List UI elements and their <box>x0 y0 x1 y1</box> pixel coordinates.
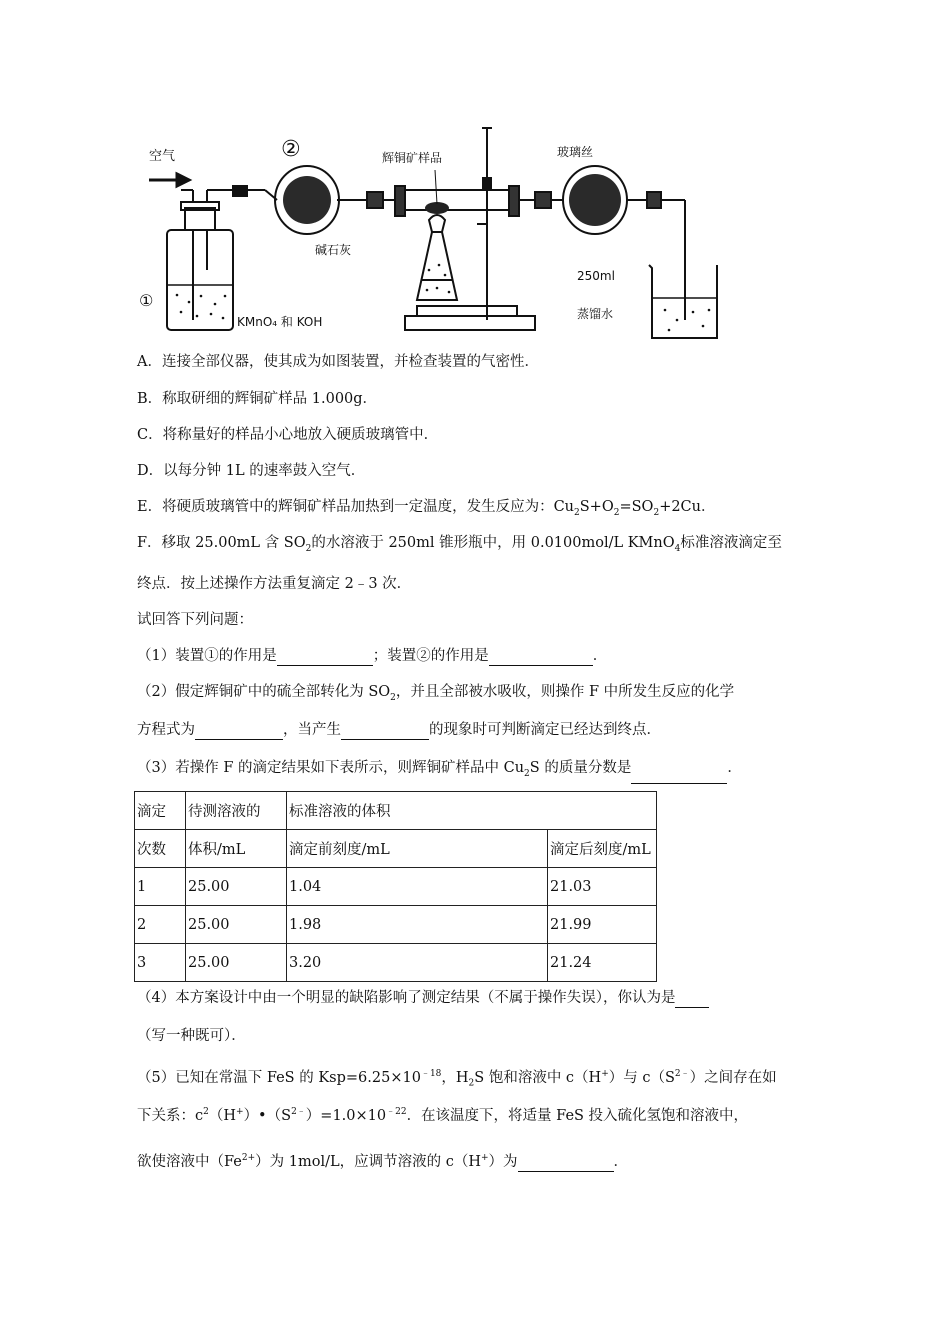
bottle-liquid <box>176 294 227 320</box>
air-arrow <box>149 174 189 186</box>
question-3: （3）若操作 F 的滴定结果如下表所示，则辉铜矿样品中 $Cu_2S$ 的质量分数是 ． <box>137 758 742 784</box>
lamp-hatching <box>426 264 451 294</box>
question-1: （1）装置①的作用是 ；装置②的作用是 ． <box>137 648 608 664</box>
header-times-2: 次数 <box>135 830 186 868</box>
soda-lime-label: 碱石灰 <box>315 243 352 257</box>
header-after: 滴定后刻度/mL <box>548 830 657 868</box>
question-2-line2: 方程式为 ，当产生 的现象时可判断滴定已经达到终点． <box>137 722 661 738</box>
answer-blank[interactable] <box>631 767 727 784</box>
step-b: B．称取研细的辉铜矿样品 1.000g． <box>137 391 378 407</box>
answer-blank[interactable] <box>341 723 429 740</box>
glass-tube <box>383 186 551 216</box>
reagent-label: KMnO₄ 和 KOH <box>237 315 323 329</box>
washing-bottle <box>167 190 249 330</box>
table-row: 2 25.00 1.98 21.99 <box>135 906 657 944</box>
glass-wool-label: 玻璃丝 <box>557 145 594 159</box>
step-e: E．将硬质玻璃管中的辉铜矿样品加热到一定温度，发生反应为：$Cu_2S+O_2=SO_2+2Cu$． <box>137 499 716 518</box>
table-row: 1 25.00 1.04 21.03 <box>135 868 657 906</box>
volume-label: 250ml <box>577 269 615 283</box>
titration-table <box>134 791 657 982</box>
glass-wool-fill <box>569 174 621 226</box>
header-standard: 标准溶液的体积 <box>287 792 657 830</box>
question-4-line2: （写一种既可）． <box>137 1028 246 1044</box>
answer-blank[interactable] <box>489 649 593 666</box>
questions-intro: 试回答下列问题： <box>137 612 253 628</box>
header-before: 滴定前刻度/mL <box>287 830 548 868</box>
question-5-line3: 欲使溶液中$(Fe^{2+})$为 1mol/L，应调节溶液的 c（H+）为 ． <box>137 1153 629 1170</box>
question-5-line2: 下关系：$c^2(H^+)•(S^{2﹣})=1.0\times 10^{﹣22}$．在该温度下，将适量 FeS 投入硫化氢饱和溶液中， <box>137 1107 749 1124</box>
answer-blank[interactable] <box>675 991 709 1008</box>
circle-1-label: ① <box>139 291 154 310</box>
step-f-line2: 终点．按上述操作方法重复滴定 2﹣3 次． <box>137 576 412 592</box>
sample-label: 辉铜矿样品 <box>382 151 443 165</box>
header-volume-2: 体积/mL <box>186 830 287 868</box>
question-2: （2）假定辉铜矿中的硫全部转化为 $SO_2$，并且全部被水吸收，则操作 F 中所发生反应的化学 <box>137 684 735 703</box>
beaker-water <box>664 309 711 332</box>
step-d: D．以每分钟 1L 的速率鼓入空气． <box>137 463 366 479</box>
step-c: C．将称量好的样品小心地放入硬质玻璃管中． <box>137 427 439 443</box>
beaker <box>649 265 717 338</box>
air-label: 空气 <box>149 149 176 164</box>
answer-blank[interactable] <box>195 723 283 740</box>
water-label: 蒸馏水 <box>577 307 614 321</box>
header-volume: 待测溶液的 <box>186 792 287 830</box>
question-5: （5）已知在常温下 FeS 的 $Ksp=6.25\times 10^{﹣18}$，$H_2S$ 饱和溶液中 c（H+）与 $c(S^{2﹣})$之间存在如 <box>137 1069 777 1089</box>
answer-blank[interactable] <box>518 1155 614 1172</box>
answer-blank[interactable] <box>277 649 373 666</box>
soda-lime-fill <box>283 176 331 224</box>
header-times: 滴定 <box>135 792 186 830</box>
table-row: 3 25.00 3.20 21.24 <box>135 944 657 982</box>
question-4: （4）本方案设计中由一个明显的缺陷影响了测定结果（不属于操作失误），你认为是 <box>137 988 709 1008</box>
step-a: A．连接全部仪器，使其成为如图装置，并检查装置的气密性． <box>137 354 539 370</box>
circle-2-label: ② <box>281 137 301 162</box>
step-f: F．移取 25.00mL 含 $SO_2$的水溶液于 250ml 锥形瓶中，用 0.0100mol/L KMnO$_4$标准溶液滴定至 <box>137 535 782 554</box>
apparatus-diagram <box>137 120 827 345</box>
